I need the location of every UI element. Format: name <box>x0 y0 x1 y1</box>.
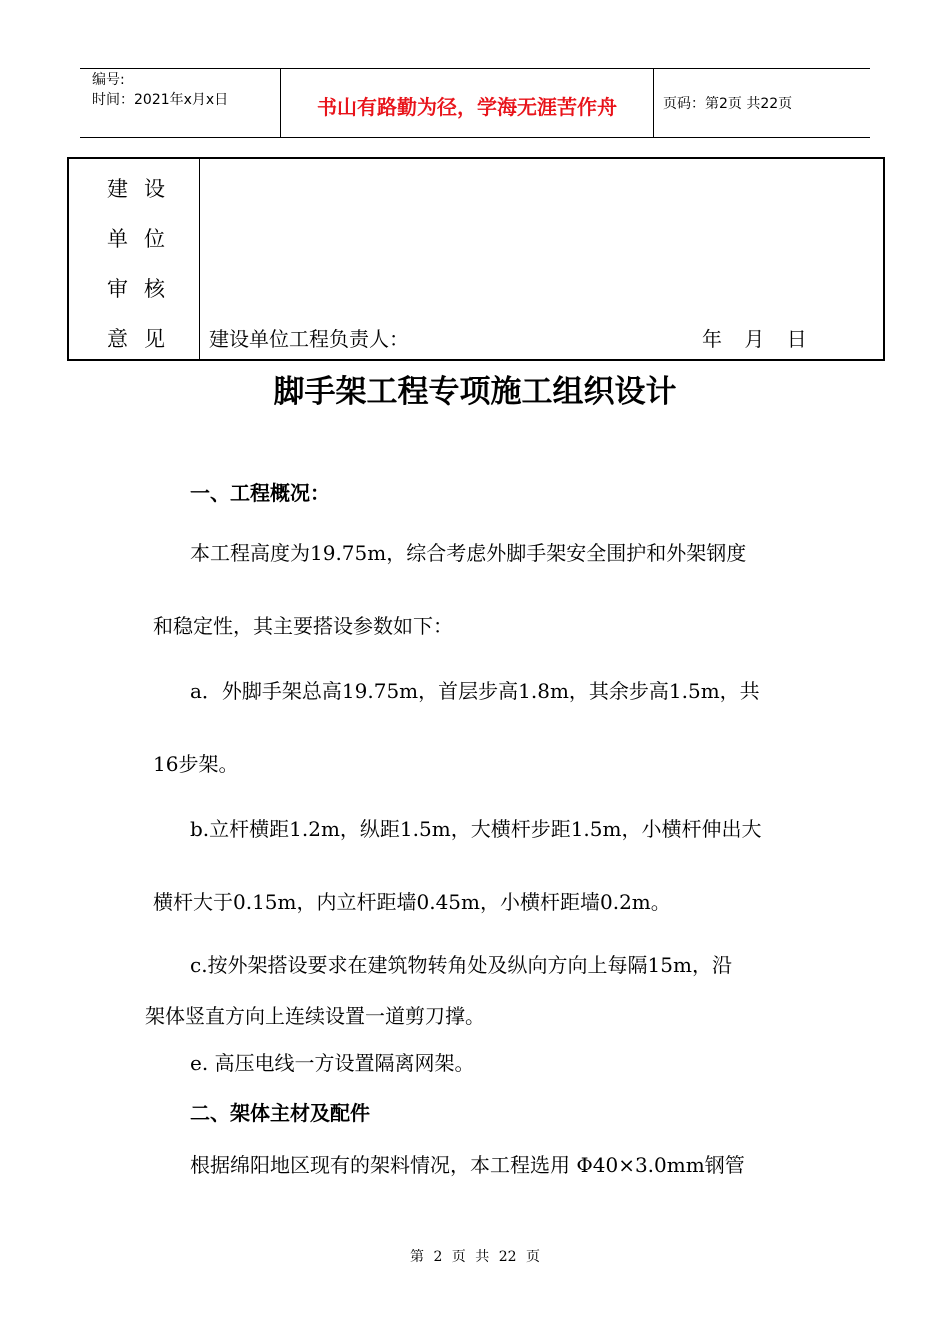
materials-line-1: 根据绵阳地区现有的架料情况，本工程选用 Φ40×3.0mm钢管 <box>190 1153 745 1177</box>
section2-heading: 二、架体主材及配件 <box>190 1101 370 1125</box>
document-title: 脚手架工程专项施工组织设计 <box>273 374 677 410</box>
approval-label-2: 单位 <box>107 227 181 251</box>
overview-line-2: 和稳定性，其主要搭设参数如下： <box>153 614 453 638</box>
page-footer: 第 2 页 共 22 页 <box>410 1249 540 1265</box>
param-a-line-2: 16步架。 <box>153 752 239 776</box>
page-header <box>80 68 870 138</box>
approval-box <box>67 157 885 361</box>
section1-heading: 一、工程概况： <box>190 481 330 505</box>
approval-label-3: 审核 <box>107 277 181 301</box>
number-label: 编号: <box>92 72 125 88</box>
approval-date: 年 月 日 <box>702 327 807 351</box>
time-label: 时间：2021年x月x日 <box>92 92 229 108</box>
approval-label-4: 意见 <box>107 327 181 351</box>
approval-signature: 建设单位工程负责人： <box>209 327 409 351</box>
approval-divider <box>199 159 200 359</box>
header-meta <box>80 69 280 137</box>
param-c-line-1: c.按外架搭设要求在建筑物转角处及纵向方向上每隔15m，沿 <box>190 953 732 977</box>
param-b-line-1: b.立杆横距1.2m，纵距1.5m，大横杆步距1.5m，小横杆伸出大 <box>190 817 762 841</box>
overview-line-1: 本工程高度为19.75m，综合考虑外脚手架安全围护和外架钢度 <box>190 541 747 565</box>
header-motto: 书山有路勤为径，学海无涯苦作舟 <box>317 95 617 119</box>
param-c-line-2: 架体竖直方向上连续设置一道剪刀撑。 <box>145 1004 485 1028</box>
param-e-line: e. 高压电线一方设置隔离网架。 <box>190 1051 475 1075</box>
param-a-line-1: a．外脚手架总高19.75m，首层步高1.8m，其余步高1.5m，共 <box>190 679 760 703</box>
header-page-info: 页码：第2页 共22页 <box>663 96 793 112</box>
param-b-line-2: 横杆大于0.15m，内立杆距墙0.45m，小横杆距墙0.2m。 <box>153 890 671 914</box>
approval-label-1: 建设 <box>107 177 181 201</box>
header-motto-cell <box>280 69 654 137</box>
